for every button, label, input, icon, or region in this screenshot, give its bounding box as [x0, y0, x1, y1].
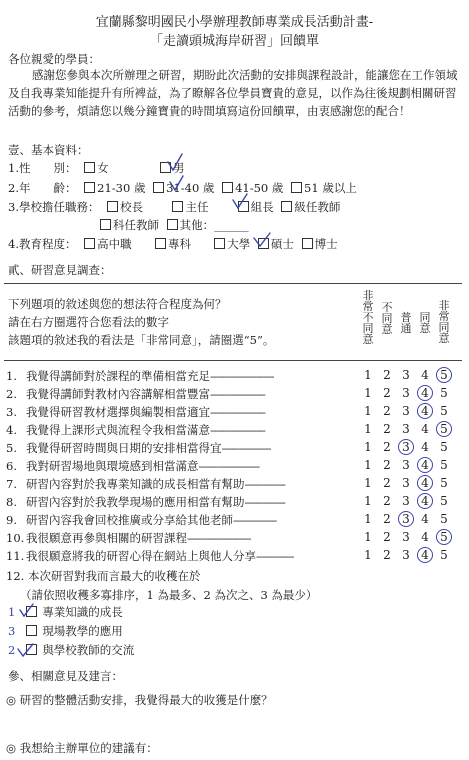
survey-item-leader: -------------------: [210, 387, 265, 401]
scale-option-3[interactable]: 3: [402, 404, 410, 418]
edu-university-label: 大學: [227, 237, 251, 251]
survey-item-text: 研習內容我會回校推廣或分享給其他老師: [26, 513, 233, 527]
survey-item-text: 我覺得上課形式與流程令我相當滿意: [26, 423, 210, 437]
instruction-line3: 該題項的敘述我的看法是「非常同意」，請圈選“5”。: [8, 333, 275, 347]
scale-option-3[interactable]: 3: [402, 494, 410, 508]
job-other-label: 其他：______: [179, 218, 249, 232]
q12-option-3-label: 與學校教師的交流: [42, 643, 135, 657]
q12-note: （請依照收穫多寡排序，1 為最多、2 為次之、3 為最少）: [20, 588, 318, 602]
age-label: 2.年 齡：: [8, 181, 77, 195]
job-section-chief-label: 組長: [250, 200, 274, 214]
scale-option-5[interactable]: 5: [440, 494, 448, 508]
survey-item-number: 5.: [6, 441, 17, 455]
scale-option-3[interactable]: 3: [402, 386, 410, 400]
edu-phd-label: 博士: [314, 237, 338, 251]
survey-item-leader: ---------------: [233, 513, 277, 527]
scale-option-5[interactable]: 5: [440, 404, 448, 418]
edu-master-label: 碩士: [270, 237, 294, 251]
survey-item-text: 我很願意將我的研習心得在網站上與他人分享: [26, 549, 256, 563]
check-mark-age-31-40: [170, 176, 183, 190]
answer-circle-mark: [436, 367, 452, 383]
survey-item-row: [6, 548, 294, 564]
edu-college-label: 專科: [167, 237, 191, 251]
scale-option-5[interactable]: 5: [440, 422, 448, 436]
survey-item-number: 7.: [6, 477, 17, 491]
scale-option-3[interactable]: 3: [402, 422, 410, 436]
form-title-line1: 宜蘭縣黎明國民小學辦理教師專業成長活動計畫-: [95, 15, 374, 30]
survey-item-leader: -------------------: [210, 405, 265, 419]
scale-option-2[interactable]: 2: [383, 494, 391, 508]
scale-option-1[interactable]: 1: [364, 458, 372, 472]
survey-item-text: 研習內容對於我教學現場的應用相當有幫助: [26, 495, 245, 509]
scale-option-2[interactable]: 2: [383, 458, 391, 472]
answer-circle-mark: [436, 421, 452, 437]
scale-option-3[interactable]: 3: [402, 440, 410, 454]
scale-option-5[interactable]: 5: [440, 458, 448, 472]
survey-item-number: 1.: [6, 369, 17, 383]
scale-option-4[interactable]: 4: [421, 404, 429, 418]
scale-option-4[interactable]: 4: [421, 548, 429, 562]
survey-item-leader: ---------------------: [198, 459, 260, 473]
scale-option-2[interactable]: 2: [383, 440, 391, 454]
scale-option-5[interactable]: 5: [440, 440, 448, 454]
scale-option-2[interactable]: 2: [383, 422, 391, 436]
edu-highschool-label: 高中職: [97, 237, 132, 251]
survey-item-leader: -----------------: [221, 441, 271, 455]
survey-item-text: 我覺得講師對於課程的準備相當充足: [26, 369, 210, 383]
survey-item-row: [6, 512, 276, 528]
survey-item-row: [6, 404, 265, 420]
survey-item-row: [6, 494, 285, 510]
handwritten-checkmarks: [0, 0, 469, 260]
survey-item-row: [6, 386, 265, 402]
answer-circle-mark: [417, 385, 433, 401]
scale-option-2[interactable]: 2: [383, 386, 391, 400]
answer-circle-mark: [398, 439, 414, 455]
scale-option-3[interactable]: 3: [402, 530, 410, 544]
answer-circle-mark: [417, 475, 433, 491]
age-21-30-label: 21-30 歲: [97, 181, 146, 195]
survey-item-number: 6.: [6, 459, 17, 473]
q12-rank-2: 3: [8, 624, 16, 638]
scale-option-1[interactable]: 1: [364, 440, 372, 454]
scale-option-4[interactable]: 4: [421, 530, 429, 544]
scale-option-4[interactable]: 4: [421, 386, 429, 400]
scale-option-5[interactable]: 5: [440, 512, 448, 526]
age-41-50-label: 41-50 歲: [235, 181, 284, 195]
section3-question-1: ◎ 研習的整體活動安排，我覺得最大的收獲是什麼？: [6, 693, 273, 707]
scale-option-4[interactable]: 4: [421, 512, 429, 526]
answer-circle-mark: [417, 493, 433, 509]
scale-option-5[interactable]: 5: [440, 476, 448, 490]
scale-header-strongly-agree: 非常同意: [438, 299, 450, 345]
survey-item-row: [6, 530, 251, 546]
scale-option-1[interactable]: 1: [364, 476, 372, 490]
survey-item-leader: ----------------------: [210, 369, 274, 383]
survey-item-row: [6, 440, 271, 456]
answer-circle-mark: [417, 403, 433, 419]
instruction-line2: 請在右方圈選符合您看法的數字: [8, 315, 169, 329]
gender-female-label: 女: [97, 161, 109, 175]
section1-heading: 壹、基本資料：: [8, 143, 89, 157]
scale-option-2[interactable]: 2: [383, 476, 391, 490]
scale-option-1[interactable]: 1: [364, 422, 372, 436]
survey-item-text: 我覺得講師對教材內容講解相當豐富: [26, 387, 210, 401]
job-subject-teacher-label: 科任教師: [113, 218, 159, 232]
intro-paragraph: 感謝您參與本次所辦理之研習，期盼此次活動的安排與課程設計，能讓您在工作領域及自我專業知能提升有所裨益，為了瞭解各位學員寶貴的意見，以作為往後規劃相關研習活動的參考，煩請您以幾分鐘寶貴的時間填寫這份回饋單，由衷感謝您的配合！: [8, 68, 458, 118]
scale-option-1[interactable]: 1: [364, 404, 372, 418]
scale-option-4[interactable]: 4: [421, 476, 429, 490]
survey-item-number: 8.: [6, 495, 17, 509]
answer-circle-mark: [417, 457, 433, 473]
job-director-label: 主任: [185, 200, 209, 214]
survey-item-leader: ----------------------: [187, 531, 251, 545]
survey-item-row: [6, 476, 285, 492]
answer-circle-mark: [436, 529, 452, 545]
table-top-rule: [4, 283, 462, 284]
check-mark-male: [168, 154, 182, 170]
scale-option-5[interactable]: 5: [440, 368, 448, 382]
survey-item-text: 我很願意再參與相關的研習課程: [26, 531, 187, 545]
q12-option-2-label: 現場教學的應用: [42, 624, 123, 638]
scale-option-3[interactable]: 3: [402, 476, 410, 490]
form-title-line2: 「走讀頭城海岸研習」回饋單: [149, 34, 319, 49]
scale-option-1[interactable]: 1: [364, 512, 372, 526]
survey-item-text: 我覺得研習時間與日期的安排相當得宜: [26, 441, 222, 455]
scale-option-2[interactable]: 2: [383, 530, 391, 544]
job-label: 3.學校擔任職務：: [8, 200, 100, 214]
survey-item-number: 3.: [6, 405, 17, 419]
q12-rank-3: 2: [8, 643, 16, 657]
survey-item-leader: --------------: [244, 477, 285, 491]
greeting: 各位親愛的學員：: [8, 52, 100, 66]
scale-header-agree: 同意: [419, 311, 431, 335]
survey-item-number: 10.: [6, 531, 25, 545]
age-51-label: 51 歲以上: [304, 181, 357, 195]
q12-rank-1: 1: [8, 605, 16, 619]
job-principal-label: 校長: [120, 200, 144, 214]
section3-heading: 參、相關意見及建言：: [8, 669, 123, 683]
survey-item-leader: --------------: [244, 495, 285, 509]
q12-handwritten-ticks: [0, 596, 80, 666]
scale-header-neutral: 普通: [400, 311, 412, 335]
gender-male-label: 男: [172, 161, 185, 175]
survey-item-number: 4.: [6, 423, 17, 437]
scale-option-2[interactable]: 2: [383, 368, 391, 382]
check-mark-section-chief: [233, 194, 247, 208]
survey-item-number: 11.: [6, 549, 25, 563]
scale-option-1[interactable]: 1: [364, 548, 372, 562]
scale-option-5[interactable]: 5: [440, 530, 448, 544]
scale-header-strongly-disagree: 非常不同意: [362, 289, 374, 346]
scale-option-5[interactable]: 5: [440, 548, 448, 562]
survey-item-number: 2.: [6, 387, 17, 401]
scale-option-1[interactable]: 1: [364, 530, 372, 544]
scale-option-4[interactable]: 4: [421, 440, 429, 454]
scale-option-2[interactable]: 2: [383, 512, 391, 526]
scale-header-disagree: 不同意: [381, 301, 393, 336]
scale-option-4[interactable]: 4: [421, 458, 429, 472]
q12-option-1-label: 專業知識的成長: [42, 605, 123, 619]
scale-option-4[interactable]: 4: [421, 494, 429, 508]
scale-option-5[interactable]: 5: [440, 386, 448, 400]
scale-option-1[interactable]: 1: [364, 386, 372, 400]
scale-option-4[interactable]: 4: [421, 368, 429, 382]
section2-heading: 貳、研習意見調查：: [8, 263, 112, 277]
instruction-line1: 下列題項的敘述與您的想法符合程度為何？: [8, 297, 227, 311]
scale-option-1[interactable]: 1: [364, 494, 372, 508]
scale-option-2[interactable]: 2: [383, 548, 391, 562]
scale-option-2[interactable]: 2: [383, 404, 391, 418]
q12-check-mark-1: [20, 604, 33, 616]
survey-item-row: [6, 422, 265, 438]
scale-option-4[interactable]: 4: [421, 422, 429, 436]
age-31-40-label: 31-40 歲: [166, 181, 215, 195]
scale-option-1[interactable]: 1: [364, 368, 372, 382]
survey-item-text: 我覺得研習教材選擇與編製相當適宜: [26, 405, 210, 419]
scale-option-3[interactable]: 3: [402, 512, 410, 526]
survey-item-number: 9.: [6, 513, 17, 527]
survey-item-row: [6, 368, 274, 384]
check-mark-master: [254, 233, 270, 246]
survey-item-text: 研習內容對於我專業知識的成長相當有幫助: [26, 477, 245, 491]
survey-item-text: 我對研習場地與環境感到相當滿意: [26, 459, 199, 473]
answer-circle-mark: [417, 547, 433, 563]
scale-option-3[interactable]: 3: [402, 548, 410, 562]
table-header-rule: [4, 360, 462, 361]
section3-question-2: ◎ 我想給主辦單位的建議有：: [6, 741, 158, 755]
scale-option-3[interactable]: 3: [402, 368, 410, 382]
scale-option-3[interactable]: 3: [402, 458, 410, 472]
job-homeroom-label: 級任教師: [294, 200, 341, 214]
gender-label: 1.性 別：: [8, 161, 77, 175]
survey-item-leader: -------------------: [210, 423, 265, 437]
answer-circle-mark: [398, 511, 414, 527]
q12-prompt: 12. 本次研習對我而言最大的收穫在於: [6, 569, 201, 583]
survey-item-leader: -------------: [256, 549, 294, 563]
q12-check-mark-3: [18, 644, 33, 656]
survey-item-row: [6, 458, 259, 474]
education-label: 4.教育程度：: [8, 237, 77, 251]
